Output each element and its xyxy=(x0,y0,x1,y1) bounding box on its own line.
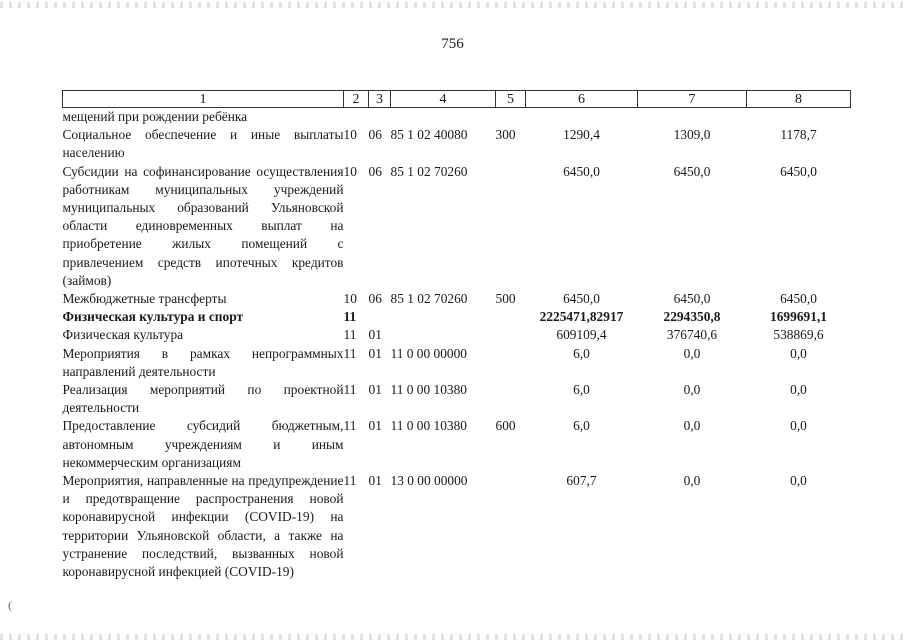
header-col-year-2: 7 xyxy=(638,91,747,108)
cell-section: 10 xyxy=(343,127,357,143)
cell-expense-type: 500 xyxy=(495,291,516,307)
cell-subsection xyxy=(369,108,391,127)
table-body xyxy=(63,108,851,582)
cell-year-2: 0,0 xyxy=(683,382,701,398)
header-col-expense-type: 5 xyxy=(496,91,526,108)
cell-expense-type xyxy=(496,308,526,326)
cell-subsection: 06 xyxy=(368,163,382,179)
cell-year-2: 1309,0 xyxy=(673,127,711,143)
cell-year-3: 1178,7 xyxy=(780,127,817,143)
cell-year-3: 6450,0 xyxy=(780,163,817,179)
cell-name: Мероприятия, направленные на предупреждение и предотвращение распространения новой коронавирусной инфекции (COVID-19) на территории Ульяновской области, а также на устранение последствий, вызванных новой коронавирусной инфекцией (COVID-19) xyxy=(62,473,344,580)
cell-year-3: 6450,0 xyxy=(780,291,817,307)
cell-year-1: 607,7 xyxy=(566,473,597,489)
cell-year-3: 538869,6 xyxy=(773,327,824,343)
cell-name: Мероприятия в рамках непрограммных направлений деятельности xyxy=(62,345,344,379)
cell-expense-type xyxy=(496,381,526,417)
cell-year-1: 6,0 xyxy=(573,382,590,398)
cell-section: 11 xyxy=(343,345,357,361)
scan-bottom-edge xyxy=(0,634,905,640)
cell-subsection: 01 xyxy=(368,345,382,361)
budget-table xyxy=(62,90,851,581)
cell-subsection: 01 xyxy=(368,473,382,489)
table-row xyxy=(63,308,851,326)
cell-section: 11 xyxy=(343,382,357,398)
cell-year-2: 0,0 xyxy=(683,418,701,434)
cell-expense-type xyxy=(496,108,526,127)
header-col-year-1: 6 xyxy=(526,91,638,108)
cell-target-article xyxy=(391,326,496,344)
cell-year-1: 6450,0 xyxy=(563,163,600,179)
cell-target-article: 11 0 00 00000 xyxy=(390,345,467,361)
cell-year-2: 0,0 xyxy=(683,473,701,489)
cell-year-1: 2225471,82917 xyxy=(539,309,624,325)
table-row xyxy=(63,417,851,472)
header-col-section: 2 xyxy=(344,91,369,108)
cell-year-3: 0,0 xyxy=(790,382,807,398)
cell-target-article: 85 1 02 40080 xyxy=(390,127,468,143)
cell-name: Физическая культура xyxy=(62,327,184,343)
cell-section xyxy=(344,108,369,127)
cell-subsection: 01 xyxy=(368,327,382,343)
margin-mark: ( xyxy=(8,598,12,612)
header-col-target-article: 4 xyxy=(391,91,496,108)
cell-name: Социальное обеспечение и иные выплаты населению xyxy=(62,127,344,161)
cell-year-1: 6,0 xyxy=(573,418,590,434)
cell-name: Субсидии на софинансирование осуществления работникам муниципальных учреждений муниципальных образований Ульяновской области единовременных выплат на приобретение жилых помещений с привлечением средств ипотечных кредитов (займов) xyxy=(62,163,344,288)
cell-target-article: 13 0 00 00000 xyxy=(390,473,468,489)
cell-year-3: 0,0 xyxy=(790,418,807,434)
cell-expense-type: 600 xyxy=(495,418,516,434)
cell-expense-type xyxy=(496,163,526,290)
cell-year-3: 1699691,1 xyxy=(770,309,827,325)
cell-year-2: 2294350,8 xyxy=(663,309,721,325)
cell-year-1: 1290,4 xyxy=(563,127,600,143)
cell-year-2 xyxy=(638,108,747,127)
header-col-name: 1 xyxy=(63,91,344,108)
cell-year-1 xyxy=(526,108,638,127)
cell-year-2: 0,0 xyxy=(683,345,701,361)
table-row xyxy=(63,290,851,308)
cell-section: 10 xyxy=(343,291,357,307)
cell-year-1: 6450,0 xyxy=(563,291,600,307)
table-row xyxy=(63,126,851,162)
cell-subsection: 01 xyxy=(368,382,382,398)
header-col-year-3: 8 xyxy=(747,91,851,108)
cell-expense-type xyxy=(496,345,526,381)
page-number: 756 xyxy=(441,36,464,52)
header-col-subsection: 3 xyxy=(369,91,391,108)
cell-section: 10 xyxy=(343,163,357,179)
cell-expense-type xyxy=(496,472,526,581)
cell-section: 11 xyxy=(343,473,357,489)
cell-name: Межбюджетные трансферты xyxy=(62,291,227,307)
cell-year-3: 0,0 xyxy=(790,473,807,489)
cell-target-article xyxy=(391,308,496,326)
table-row xyxy=(63,472,851,581)
table-row xyxy=(63,326,851,344)
cell-year-2: 6450,0 xyxy=(673,163,711,179)
cell-name: Реализация мероприятий по проектной деятельности xyxy=(62,382,344,416)
cell-subsection xyxy=(369,308,391,326)
cell-name: мещений при рождении ребёнка xyxy=(62,109,248,124)
cell-subsection: 01 xyxy=(368,418,382,434)
cell-expense-type xyxy=(496,326,526,344)
cell-section: 11 xyxy=(343,418,357,434)
cell-name: Предоставление субсидий бюджетным, автономным учреждениям и иным некоммерческим организациям xyxy=(62,418,344,470)
cell-year-1: 609109,4 xyxy=(556,327,607,343)
cell-target-article: 85 1 02 70260 xyxy=(390,291,468,307)
scan-top-edge xyxy=(0,2,905,8)
cell-year-2: 6450,0 xyxy=(673,291,711,307)
cell-section: 11 xyxy=(343,327,357,343)
cell-target-article: 11 0 00 10380 xyxy=(390,382,467,398)
table-row xyxy=(63,381,851,417)
cell-target-article xyxy=(391,108,496,127)
cell-expense-type: 300 xyxy=(495,127,516,143)
table-row xyxy=(63,345,851,381)
table-row xyxy=(63,108,851,127)
cell-subsection: 06 xyxy=(368,291,382,307)
table-row xyxy=(63,163,851,290)
table-header-row xyxy=(63,91,851,108)
cell-section: 11 xyxy=(343,309,357,325)
cell-year-1: 6,0 xyxy=(573,345,590,361)
cell-target-article: 85 1 02 70260 xyxy=(390,163,468,179)
cell-subsection: 06 xyxy=(368,127,382,143)
cell-year-2: 376740,6 xyxy=(666,327,718,343)
cell-year-3: 0,0 xyxy=(790,345,807,361)
cell-target-article: 11 0 00 10380 xyxy=(390,418,467,434)
cell-name: Физическая культура и спорт xyxy=(62,309,244,325)
cell-year-3 xyxy=(747,108,851,127)
